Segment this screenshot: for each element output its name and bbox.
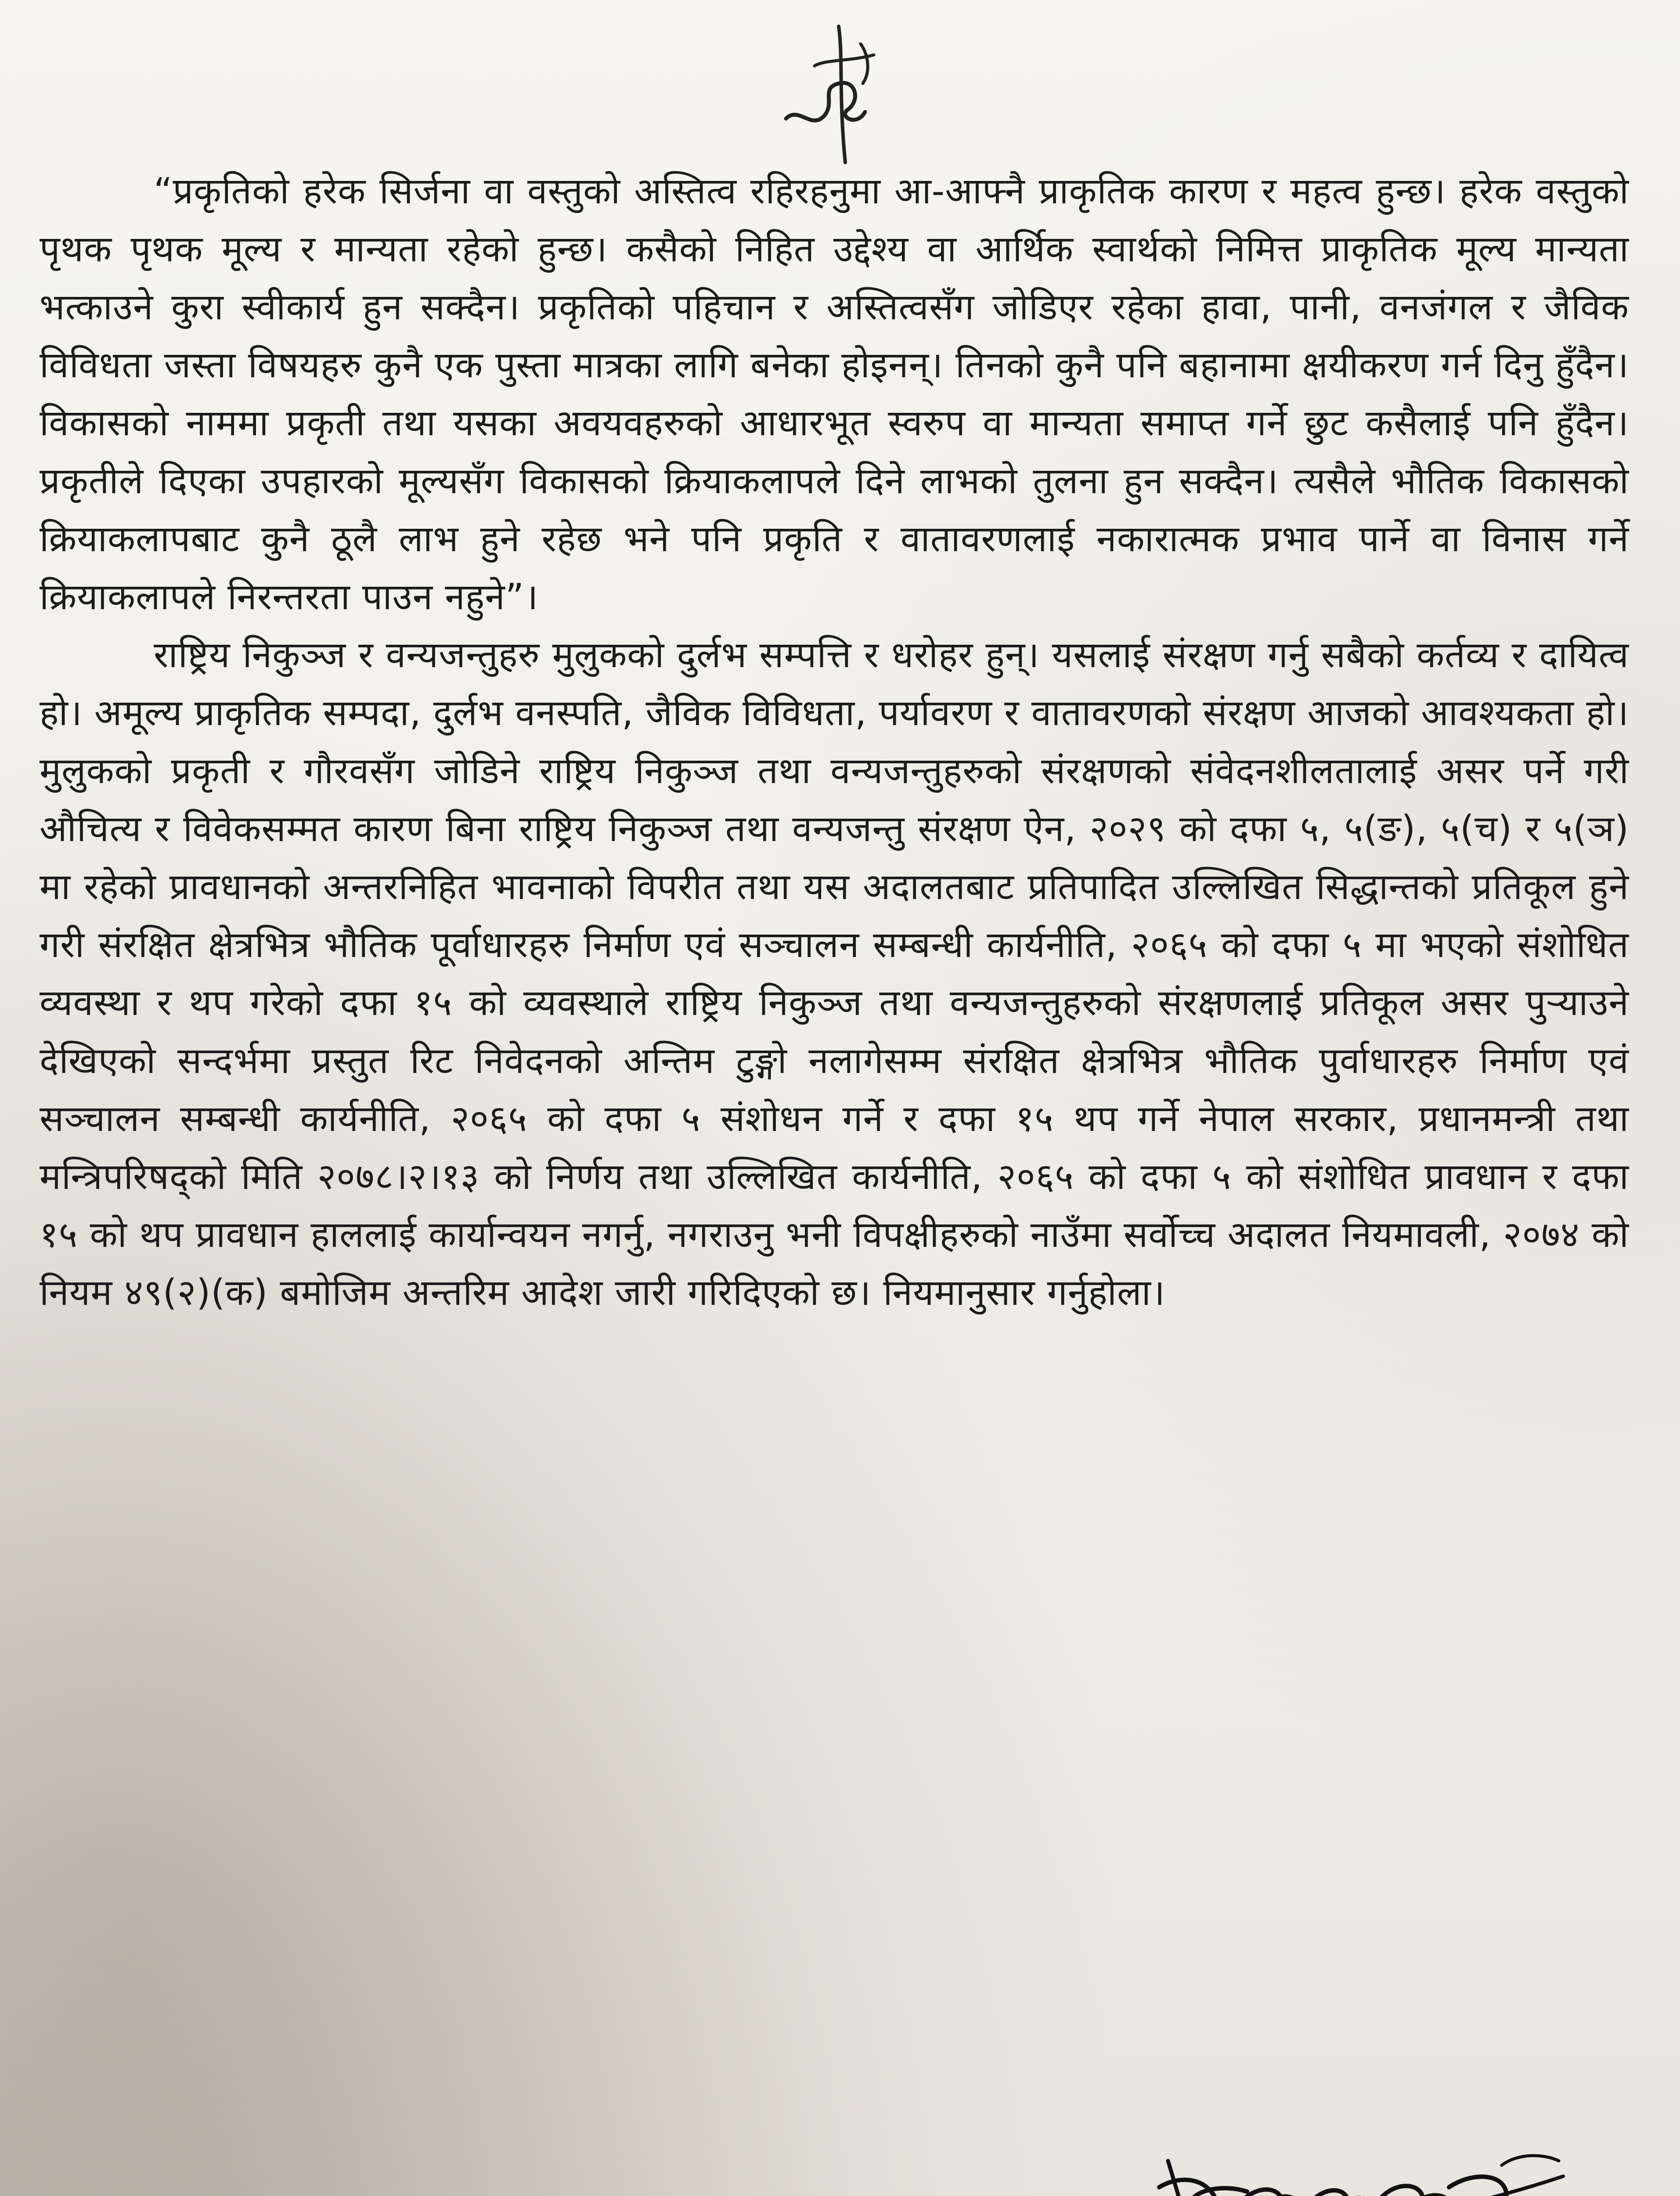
initials-mark-icon bbox=[773, 18, 887, 167]
order-paragraph: राष्ट्रिय निकुञ्ज र वन्यजन्तुहरु मुलुकको दुर्लभ सम्पत्ति र धरोहर हुन्। यसलाई संरक्षण गर्नु सबैको कर्तव्य र दायित्व हो। अमूल्य प्राकृतिक सम्पदा, दुर्लभ वनस्पति, जैविक विविधता, पर्यावरण र वातावरणको संरक्षण आजको आवश्यकता हो। मुलुकको प्रकृती र गौरवसँग जोडिने राष्ट्रिय निकुञ्ज तथा वन्यजन्तुहरुको संरक्षणको संवेदनशीलतालाई असर पर्ने गरी औचित्य र विवेकसम्मत कारण बिना राष्ट्रिय निकुञ्ज तथा वन्यजन्तु संरक्षण ऐन, २०२९ को दफा ५, ५(ङ), ५(च) र ५(ञ) मा रहेको प्रावधानको अन्तरनिहित भावनाको विपरीत तथा यस अदालतबाट प्रतिपादित उल्लिखित सिद्धान्तको प्रतिकूल हुने गरी संरक्षित क्षेत्रभित्र भौतिक पूर्वाधारहरु निर्माण एवं सञ्चालन सम्बन्धी कार्यनीति, २०६५ को दफा ५ मा भएको संशोधित व्यवस्था र थप गरेको दफा १५ को व्यवस्थाले राष्ट्रिय निकुञ्ज तथा वन्यजन्तुहरुको संरक्षणलाई प्रतिकूल असर पुऱ्याउने देखिएको सन्दर्भमा प्रस्तुत रिट निवेदनको अन्तिम टुङ्गो नलागेसम्म संरक्षित क्षेत्रभित्र भौतिक पुर्वाधारहरु निर्माण एवं सञ्चालन सम्बन्धी कार्यनीति, २०६५ को दफा ५ संशोधन गर्ने र दफा १५ थप गर्ने नेपाल सरकार, प्रधानमन्त्री तथा मन्त्रिपरिषद्को मिति २०७८।२।१३ को निर्णय तथा उल्लिखित कार्यनीति, २०६५ को दफा ५ को संशोधित प्रावधान र दफा १५ को थप प्रावधान हाललाई कार्यान्वयन नगर्नु, नगराउनु भनी विपक्षीहरुको नाउँमा सर्वोच्च अदालत नियमावली, २०७४ को नियम ४९(२)(क) बमोजिम अन्तरिम आदेश जारी गरिदिएको छ। नियमानुसार गर्नुहोला। bbox=[40, 634, 1629, 1314]
quoted-paragraph: “प्रकृतिको हरेक सिर्जना वा वस्तुको अस्तित्व रहिरहनुमा आ-आफ्नै प्राकृतिक कारण र महत्व हुन्छ। हरेक वस्तुको पृथक पृथक मूल्य र मान्यता रहेको हुन्छ। कसैको निहित उद्देश्य वा आर्थिक स्वार्थको निमित्त प्राकृतिक मूल्य मान्यता भत्काउने कुरा स्वीकार्य हुन सक्दैन। प्रकृतिको पहिचान र अस्तित्वसँग जोडिएर रहेका हावा, पानी, वनजंगल र जैविक विविधता जस्ता विषयहरु कुनै एक पुस्ता मात्रका लागि बनेका होइनन्। तिनको कुनै पनि बहानामा क्षयीकरण गर्न दिनु हुँदैन। विकासको नाममा प्रकृती तथा यसका अवयवहरुको आधारभूत स्वरुप वा मान्यता समाप्त गर्ने छुट कसैलाई पनि हुँदैन। प्रकृतीले दिएका उपहारको मूल्यसँग विकासको क्रियाकलापले दिने लाभको तुलना हुन सक्दैन। त्यसैले भौतिक विकासको क्रियाकलापबाट कुनै ठूलै लाभ हुने रहेछ भने पनि प्रकृति र वातावरणलाई नकारात्मक प्रभाव पार्ने वा विनास गर्ने क्रियाकलापले निरन्तरता पाउन नहुने”। bbox=[40, 170, 1629, 618]
signature-block bbox=[1142, 2135, 1581, 2196]
handwritten-signature-icon bbox=[1142, 2135, 1581, 2196]
order-body bbox=[40, 163, 1629, 1322]
